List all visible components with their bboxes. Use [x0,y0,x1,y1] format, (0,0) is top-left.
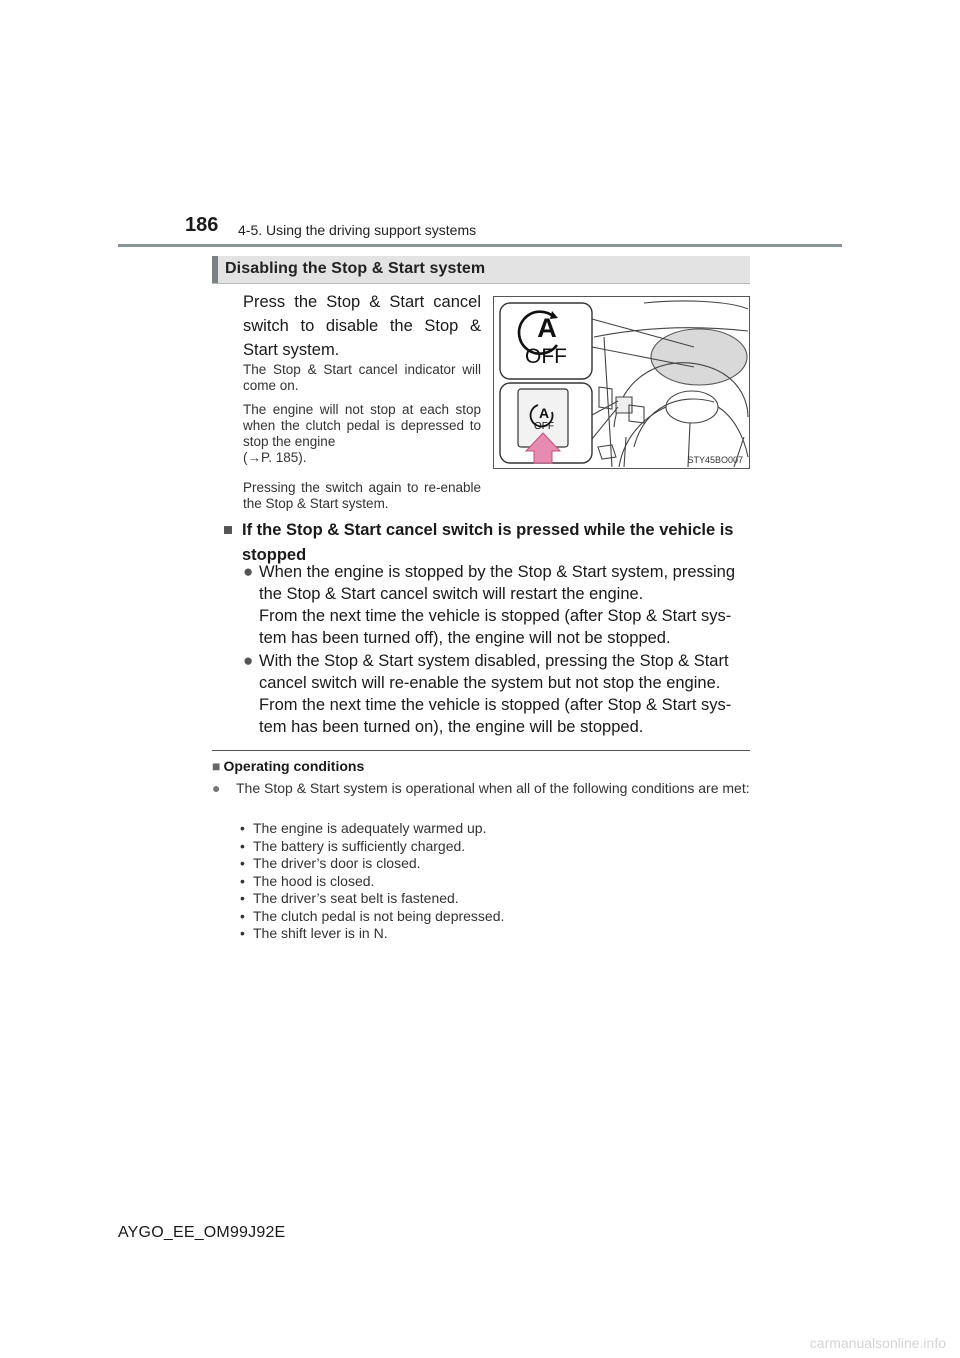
indicator-off-small: OFF [534,421,554,432]
conditions-intro-text: The Stop & Start system is operational when all of the following conditions are met: [236,780,750,796]
heading-accent [212,256,218,283]
list-item [243,561,751,649]
list-item: • The clutch pedal is not being depressed. [240,908,504,926]
page-reference[interactable]: (→P. 185). [243,450,307,465]
conditions-title: Operating conditions [223,758,365,774]
intro-text: Press the Stop & Start cancel switch to disable the Stop & Start system. [243,293,481,359]
bullet-restart-followup: From the next time the vehicle is stopped (after Stop & Start sys-tem has been turned off), the engine will not be stopped. [259,607,732,647]
page-number: 186 [185,214,219,236]
subsection-title: If the Stop & Start cancel switch is pressed while the vehicle is stopped [242,521,734,564]
note-engine-text: The engine will not stop at each stop when the clutch pedal is depressed to stop the engine [243,402,481,449]
square-marker-icon: ■ [223,521,233,539]
watermark: carmanualsonline.info [809,1335,946,1351]
indicator-letter-large: A [537,313,557,343]
section-divider [212,750,750,751]
list-item: • The driver’s door is closed. [240,855,504,873]
bullet-reenable-text: With the Stop & Start system disabled, pressing the Stop & Start cancel switch will re-enable the system but not stop the engine. [259,652,729,692]
conditions-list [240,820,504,943]
note-indicator [243,362,481,394]
dashboard-illustration [493,296,750,469]
conditions-intro [212,780,750,797]
heading-bar [212,256,750,284]
list-item [243,650,751,738]
indicator-letter-small: A [538,405,550,421]
note-engine [243,402,481,466]
heading-title: Disabling the Stop & Start system [225,260,486,277]
bullet-dot-icon: ● [243,651,254,670]
note-indicator-text: The Stop & Start cancel indicator will come on. [243,362,481,393]
note-reenable-text: Pressing the switch again to re-enable the Stop & Start system. [243,480,481,511]
square-marker-icon: ■ [212,758,221,774]
bullet-dot-icon: ● [212,780,221,796]
bullet-dot-icon: ● [243,562,254,581]
bullet-restart-text: When the engine is stopped by the Stop & Start system, pressing the Stop & Start cancel switch will restart the engine. [259,563,736,603]
list-item: • The shift lever is in N. [240,925,504,943]
conditions-heading [212,758,364,774]
bullet-reenable-followup: From the next time the vehicle is stopped (after Stop & Start sys-tem has been turned on), the engine will be stopped. [259,696,732,736]
note-reenable [243,480,481,512]
list-item: • The driver’s seat belt is fastened. [240,890,504,908]
list-item: • The battery is sufficiently charged. [240,838,504,856]
indicator-off-large: OFF [525,345,567,368]
document-code: AYGO_EE_OM99J92E [118,1224,286,1241]
figure-code: STY45BO007 [687,455,743,465]
list-item: • The engine is adequately warmed up. [240,820,504,838]
list-item: • The hood is closed. [240,873,504,891]
header-divider [118,244,842,247]
section-title: 4-5. Using the driving support systems [238,222,477,238]
